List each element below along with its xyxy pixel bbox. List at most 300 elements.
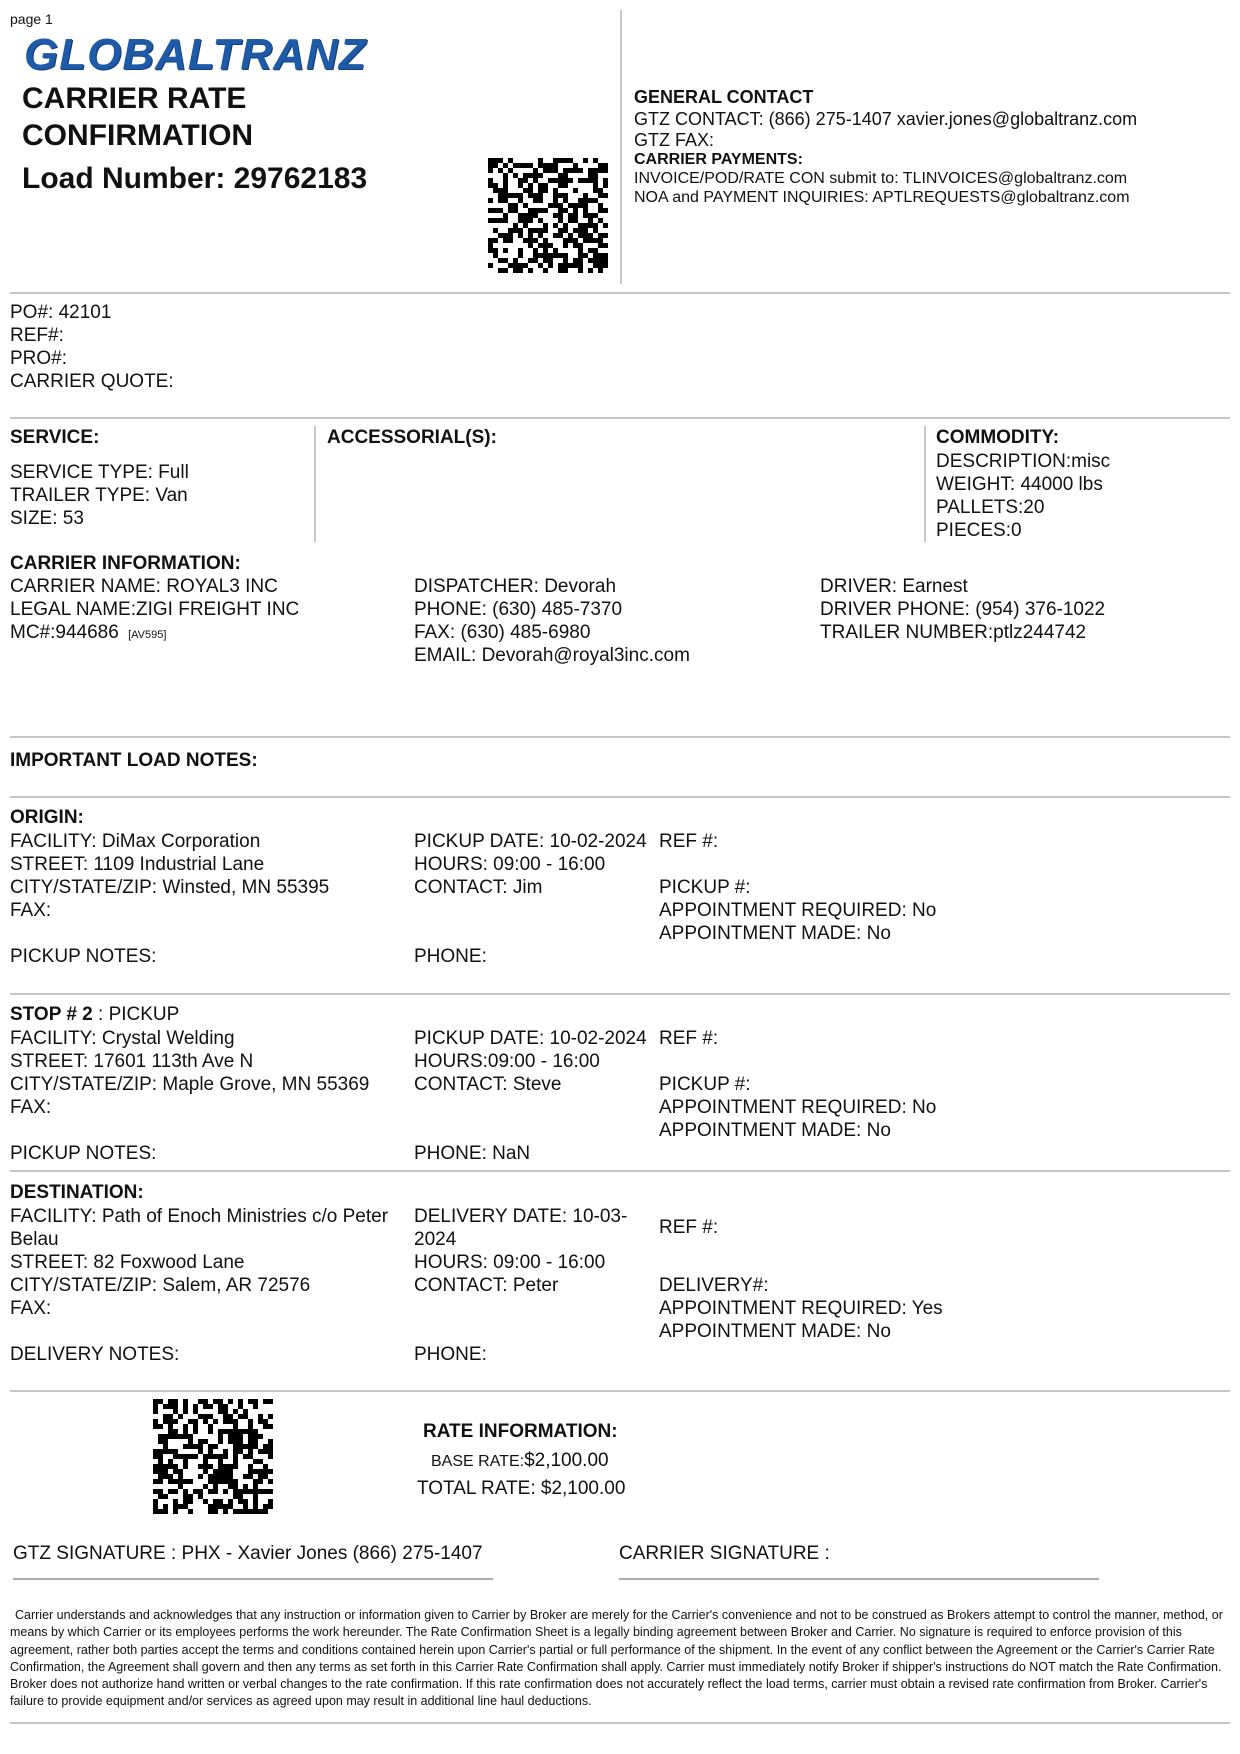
barcode-module: [593, 178, 598, 183]
barcode-module: [168, 1419, 173, 1424]
barcode-module: [588, 213, 593, 218]
barcode-module: [583, 193, 588, 198]
destination-hours: HOURS: 09:00 - 16:00: [414, 1252, 606, 1273]
barcode-module: [258, 1474, 263, 1479]
barcode-module: [188, 1444, 193, 1449]
barcode-module: [153, 1464, 158, 1469]
barcode-module: [578, 268, 583, 273]
barcode-module: [603, 163, 608, 168]
barcode-module: [593, 253, 598, 258]
barcode-module: [253, 1444, 258, 1449]
barcode-module: [538, 228, 543, 233]
barcode-module: [488, 163, 493, 168]
barcode-module: [528, 268, 533, 273]
barcode-module: [183, 1399, 188, 1404]
barcode-module: [223, 1449, 228, 1454]
barcode-module: [593, 258, 598, 263]
barcode-module: [493, 253, 498, 258]
barcode-module: [533, 213, 538, 218]
barcode-module: [173, 1434, 178, 1439]
barcode-module: [203, 1499, 208, 1504]
barcode-module: [563, 263, 568, 268]
barcode-module: [493, 188, 498, 193]
barcode-module: [518, 253, 523, 258]
barcode-module: [508, 158, 513, 163]
barcode-module: [223, 1489, 228, 1494]
barcode-module: [223, 1504, 228, 1509]
barcode-module: [503, 163, 508, 168]
barcode-module: [193, 1454, 198, 1459]
barcode-module: [258, 1419, 263, 1424]
barcode-module: [253, 1439, 258, 1444]
barcode-module: [223, 1469, 228, 1474]
barcode-module: [153, 1504, 158, 1509]
barcode-module: [538, 198, 543, 203]
barcode-module: [163, 1419, 168, 1424]
barcode-module: [563, 243, 568, 248]
barcode-module: [238, 1429, 243, 1434]
barcode-module: [238, 1414, 243, 1419]
barcode-module: [173, 1464, 178, 1469]
barcode-module: [233, 1489, 238, 1494]
barcode-module: [233, 1409, 238, 1414]
barcode-module: [508, 228, 513, 233]
barcode-module: [268, 1504, 273, 1509]
barcode-module: [258, 1434, 263, 1439]
barcode-module: [228, 1414, 233, 1419]
barcode-module: [508, 263, 513, 268]
commodity-weight: WEIGHT: 44000 lbs: [936, 474, 1103, 495]
barcode-module: [173, 1479, 178, 1484]
base-rate: [431, 1449, 609, 1473]
barcode-module: [178, 1484, 183, 1489]
barcode-module: [523, 178, 528, 183]
barcode-module: [268, 1399, 273, 1404]
barcode-module: [248, 1449, 253, 1454]
barcode-module: [168, 1404, 173, 1409]
barcode-module: [508, 193, 513, 198]
barcode-module: [218, 1454, 223, 1459]
barcode-module: [168, 1429, 173, 1434]
barcode-module: [228, 1419, 233, 1424]
barcode-module: [178, 1414, 183, 1419]
barcode-module: [168, 1424, 173, 1429]
driver-phone: DRIVER PHONE: (954) 376-1022: [820, 599, 1106, 620]
barcode-module: [583, 253, 588, 258]
barcode-module: [583, 233, 588, 238]
barcode-module: [538, 233, 543, 238]
barcode-module: [158, 1494, 163, 1499]
barcode-module: [258, 1509, 263, 1514]
carrier-quote: CARRIER QUOTE:: [10, 371, 174, 392]
barcode-module: [153, 1509, 158, 1514]
barcode-module: [233, 1439, 238, 1444]
barcode-module: [253, 1404, 258, 1409]
barcode-module: [538, 263, 543, 268]
barcode-module: [568, 263, 573, 268]
barcode-module: [568, 233, 573, 238]
barcode-module: [573, 258, 578, 263]
barcode-module: [528, 258, 533, 263]
barcode-module: [548, 253, 553, 258]
barcode-module: [198, 1399, 203, 1404]
barcode-module: [253, 1429, 258, 1434]
column-divider: [314, 426, 316, 542]
barcode-module: [558, 268, 563, 273]
barcode-module: [583, 158, 588, 163]
barcode-module: [553, 193, 558, 198]
barcode-module: [573, 163, 578, 168]
barcode-module: [248, 1419, 253, 1424]
barcode-module: [568, 168, 573, 173]
barcode-module: [228, 1479, 233, 1484]
barcode-module: [593, 213, 598, 218]
globaltranz-logo: GLOBALTRANZ: [24, 30, 367, 79]
barcode-module: [268, 1449, 273, 1454]
barcode-module: [568, 178, 573, 183]
barcode-module: [553, 203, 558, 208]
barcode-module: [598, 208, 603, 213]
barcode-module: [168, 1449, 173, 1454]
barcode-module: [598, 243, 603, 248]
dispatcher-email: EMAIL: Devorah@royal3inc.com: [414, 645, 690, 666]
barcode-module: [158, 1454, 163, 1459]
barcode-module: [183, 1464, 188, 1469]
barcode-module: [498, 208, 503, 213]
barcode-module: [518, 263, 523, 268]
barcode-module: [573, 213, 578, 218]
barcode-module: [193, 1419, 198, 1424]
barcode-module: [153, 1404, 158, 1409]
barcode-module: [213, 1399, 218, 1404]
barcode-module: [558, 178, 563, 183]
barcode-module: [528, 213, 533, 218]
barcode-module: [233, 1419, 238, 1424]
barcode-module: [183, 1429, 188, 1434]
barcode-module: [203, 1404, 208, 1409]
barcode-module: [183, 1409, 188, 1414]
barcode-module: [563, 173, 568, 178]
origin-contact: CONTACT: Jim: [414, 877, 543, 898]
barcode-module: [528, 233, 533, 238]
barcode-module: [263, 1424, 268, 1429]
destination-notes: DELIVERY NOTES:: [10, 1344, 180, 1365]
barcode-module: [523, 218, 528, 223]
gtz-signature-line: [13, 1578, 493, 1580]
barcode-module: [488, 178, 493, 183]
barcode-module: [213, 1444, 218, 1449]
barcode-module: [543, 248, 548, 253]
barcode-module: [493, 208, 498, 213]
barcode-module: [258, 1469, 263, 1474]
barcode-module: [563, 253, 568, 258]
barcode-module: [198, 1444, 203, 1449]
barcode-module: [158, 1439, 163, 1444]
barcode-module: [233, 1434, 238, 1439]
barcode-module: [558, 193, 563, 198]
legal-disclaimer: Carrier understands and acknowledges that any instruction or information given to Carrier by Broker are merely for the Carrier's convenience and not to be construed as Brokers attempt to control the manner, method, or means by which Carrier or its employees performs the work hereunder. The Rate Confirmation Sheet is a legally binding agreement between Broker and Carrier. No signature is required to enforce provision of this agreement, rather both parties accept the terms and conditions contained herein upon Carrier's partial or full performance of the shipment. In the event of any conflict between the Agreement or the Carrier's Carrier Rate Confirmation, the Agreement shall govern and then any terms as set forth in this Carrier Rate Confirmation shall apply. Carrier must immediately notify Broker if shipper's instructions do NOT match the Rate Confirmation. Broker does not authorize hand written or verbal changes to the rate confirmation. If this rate confirmation does not accurately reflect the load terms, carrier must obtain a revised rate confirmation from Broker. Carrier's failure to provide equipment and/or services as agreed upon may result in additional line haul deductions.: [10, 1608, 1223, 1709]
barcode-module: [233, 1429, 238, 1434]
barcode-module: [523, 163, 528, 168]
barcode-module: [218, 1409, 223, 1414]
barcode-module: [598, 188, 603, 193]
barcode-module: [213, 1469, 218, 1474]
barcode-module: [503, 183, 508, 188]
barcode-module: [573, 218, 578, 223]
barcode-module: [158, 1479, 163, 1484]
barcode-module: [518, 268, 523, 273]
stop2-fax: FAX:: [10, 1097, 52, 1118]
barcode-module: [238, 1509, 243, 1514]
barcode-module: [503, 193, 508, 198]
barcode-module: [158, 1489, 163, 1494]
barcode-module: [188, 1509, 193, 1514]
barcode-module: [243, 1454, 248, 1459]
barcode-module: [488, 158, 493, 163]
origin-appt-required: APPOINTMENT REQUIRED: No: [659, 900, 937, 921]
header-divider: [620, 10, 622, 284]
barcode-module: [578, 243, 583, 248]
barcode-module: [178, 1454, 183, 1459]
barcode-module: [528, 163, 533, 168]
barcode-module: [173, 1469, 178, 1474]
barcode-module: [513, 223, 518, 228]
barcode-module: [533, 228, 538, 233]
destination-appt-made: APPOINTMENT MADE: No: [659, 1321, 891, 1342]
barcode-module: [153, 1409, 158, 1414]
barcode-module: [248, 1469, 253, 1474]
barcode-module: [268, 1469, 273, 1474]
barcode-module: [198, 1449, 203, 1454]
po-number: PO#: 42101: [10, 302, 112, 323]
barcode-module: [598, 263, 603, 268]
barcode-module: [513, 268, 518, 273]
barcode-module: [173, 1504, 178, 1509]
barcode-module: [523, 188, 528, 193]
barcode-module: [218, 1459, 223, 1464]
barcode-module: [538, 183, 543, 188]
divider: [10, 1390, 1230, 1392]
barcode-module: [158, 1474, 163, 1479]
barcode-module: [593, 158, 598, 163]
barcode-module: [513, 263, 518, 268]
trailer-number: TRAILER NUMBER:ptlz244742: [820, 622, 1087, 643]
barcode-module: [548, 178, 553, 183]
barcode-module: [548, 203, 553, 208]
barcode-module: [193, 1409, 198, 1414]
barcode-module: [583, 198, 588, 203]
barcode-module: [158, 1424, 163, 1429]
carrier-name: CARRIER NAME: ROYAL3 INC: [10, 576, 278, 597]
barcode-module: [578, 263, 583, 268]
barcode-module: [158, 1469, 163, 1474]
barcode-module: [268, 1479, 273, 1484]
barcode-module: [488, 243, 493, 248]
barcode-module: [568, 203, 573, 208]
barcode-module: [513, 203, 518, 208]
barcode-module: [228, 1469, 233, 1474]
barcode-module: [598, 168, 603, 173]
barcode-module: [268, 1454, 273, 1459]
barcode-module: [178, 1479, 183, 1484]
barcode-module: [583, 178, 588, 183]
barcode-module: [208, 1489, 213, 1494]
barcode-module: [238, 1404, 243, 1409]
barcode-module: [598, 233, 603, 238]
barcode-module: [163, 1494, 168, 1499]
barcode-module: [498, 258, 503, 263]
barcode-module: [518, 178, 523, 183]
barcode-module: [183, 1459, 188, 1464]
barcode-module: [208, 1474, 213, 1479]
commodity-heading: COMMODITY:: [936, 427, 1060, 448]
barcode-module: [568, 158, 573, 163]
barcode-module: [213, 1489, 218, 1494]
barcode-module: [233, 1444, 238, 1449]
barcode-module: [168, 1414, 173, 1419]
origin-notes: PICKUP NOTES:: [10, 946, 157, 967]
barcode-module: [558, 218, 563, 223]
barcode-module: [558, 203, 563, 208]
barcode-module: [253, 1434, 258, 1439]
barcode-module: [583, 223, 588, 228]
barcode-module: [218, 1404, 223, 1409]
barcode-module: [563, 198, 568, 203]
barcode-module: [253, 1479, 258, 1484]
barcode-module: [598, 193, 603, 198]
barcode-module: [498, 198, 503, 203]
barcode-module: [248, 1424, 253, 1429]
barcode-module: [183, 1494, 188, 1499]
destination-city: CITY/STATE/ZIP: Salem, AR 72576: [10, 1275, 311, 1296]
commodity-pallets: PALLETS:20: [936, 497, 1045, 518]
barcode-module: [558, 173, 563, 178]
barcode-module: [243, 1509, 248, 1514]
origin-phone: PHONE:: [414, 946, 487, 967]
commodity-pieces: PIECES:0: [936, 520, 1022, 541]
barcode-module: [538, 218, 543, 223]
barcode-module: [503, 268, 508, 273]
barcode-module: [153, 1454, 158, 1459]
barcode-module: [163, 1504, 168, 1509]
barcode-module: [173, 1499, 178, 1504]
barcode-module: [238, 1399, 243, 1404]
barcode-module: [568, 218, 573, 223]
barcode-module: [593, 198, 598, 203]
barcode-module: [163, 1434, 168, 1439]
barcode-module: [253, 1494, 258, 1499]
barcode-module: [528, 208, 533, 213]
barcode-module: [518, 183, 523, 188]
barcode-module: [493, 228, 498, 233]
barcode-module: [268, 1444, 273, 1449]
barcode-module: [563, 228, 568, 233]
barcode-module: [498, 193, 503, 198]
barcode-module: [188, 1454, 193, 1459]
barcode-module: [538, 193, 543, 198]
barcode-module: [588, 223, 593, 228]
barcode-module: [603, 243, 608, 248]
barcode-module: [578, 178, 583, 183]
barcode-module: [173, 1449, 178, 1454]
barcode-module: [503, 173, 508, 178]
barcode-module: [553, 253, 558, 258]
barcode-module: [243, 1444, 248, 1449]
barcode-module: [238, 1444, 243, 1449]
load-number: Load Number: 29762183: [22, 162, 368, 195]
barcode-module: [543, 168, 548, 173]
barcode-module: [558, 213, 563, 218]
barcode-module: [598, 253, 603, 258]
barcode-module: [508, 233, 513, 238]
barcode-module: [588, 198, 593, 203]
barcode-module: [543, 188, 548, 193]
barcode-module: [518, 163, 523, 168]
barcode-module: [168, 1489, 173, 1494]
divider: [10, 1170, 1230, 1172]
barcode-module: [243, 1484, 248, 1489]
barcode-module: [583, 208, 588, 213]
service-type: SERVICE TYPE: Full: [10, 462, 189, 483]
barcode-module: [158, 1464, 163, 1469]
barcode-module: [528, 188, 533, 193]
barcode-module: [508, 208, 513, 213]
stop2-appt-required: APPOINTMENT REQUIRED: No: [659, 1097, 937, 1118]
barcode-module: [513, 163, 518, 168]
barcode-module: [263, 1419, 268, 1424]
barcode-module: [603, 178, 608, 183]
barcode-module: [223, 1454, 228, 1459]
barcode-module: [263, 1474, 268, 1479]
barcode-module: [503, 188, 508, 193]
barcode-module: [218, 1479, 223, 1484]
barcode-module: [533, 248, 538, 253]
barcode-module: [268, 1414, 273, 1419]
barcode-module: [563, 193, 568, 198]
barcode-module: [578, 203, 583, 208]
barcode-module: [178, 1504, 183, 1509]
barcode-module: [593, 248, 598, 253]
barcode-module: [248, 1464, 253, 1469]
barcode-module: [203, 1459, 208, 1464]
divider: [10, 417, 1230, 419]
barcode-module: [518, 213, 523, 218]
barcode-module: [498, 233, 503, 238]
barcode-module: [603, 263, 608, 268]
legal-name: LEGAL NAME:ZIGI FREIGHT INC: [10, 599, 300, 620]
barcode-module: [228, 1504, 233, 1509]
destination-heading: DESTINATION:: [10, 1182, 144, 1203]
stop2-facility: FACILITY: Crystal Welding: [10, 1028, 235, 1049]
barcode-module: [533, 193, 538, 198]
barcode-module: [233, 1479, 238, 1484]
barcode-module: [488, 263, 493, 268]
barcode-module: [533, 258, 538, 263]
barcode-module: [578, 223, 583, 228]
barcode-module: [188, 1419, 193, 1424]
barcode-module: [248, 1429, 253, 1434]
delivery-date: DELIVERY DATE: 10-03-: [414, 1206, 628, 1227]
divider: [10, 736, 1230, 738]
barcode-module: [528, 243, 533, 248]
barcode-module: [503, 248, 508, 253]
barcode-module: [528, 218, 533, 223]
barcode-module: [573, 228, 578, 233]
title-line2: CONFIRMATION: [22, 119, 254, 152]
origin-hours: HOURS: 09:00 - 16:00: [414, 854, 606, 875]
barcode-module: [588, 178, 593, 183]
barcode-module: [553, 223, 558, 228]
